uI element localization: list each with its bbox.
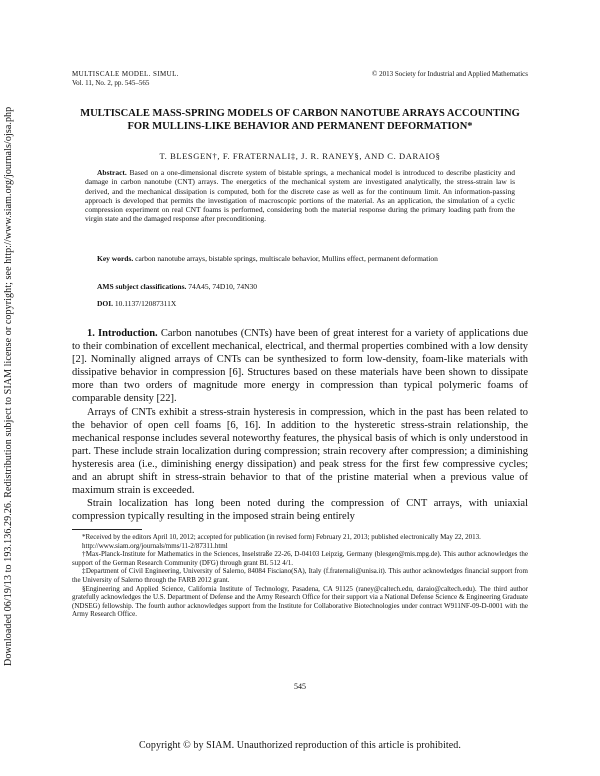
footnote-link[interactable]: http://www.siam.org/journals/mms/11-2/87311.html xyxy=(82,541,228,550)
footnotes xyxy=(72,533,528,619)
footnote-rule xyxy=(72,529,142,530)
paragraph xyxy=(72,327,528,406)
doi-label: DOI. xyxy=(97,299,114,308)
footnote: *Received by the editors April 10, 2012; accepted for publication (in revised form) February 21, 2013; published electronically May 22, 2013. xyxy=(82,533,481,541)
bottom-copyright-notice: Copyright © by SIAM. Unauthorized reproduction of this article is prohibited. xyxy=(139,740,461,751)
ams-text: 74A45, 74D10, 74N30 xyxy=(188,282,257,291)
footnote: †Max-Planck-Institute for Mathematics in the Sciences, Inselstraße 22-26, D-04103 Leipzig, Germany (blesgen@mis.mpg.de). This author acknowledges the support of the German Research Community (DFG) through grant BL 512 4/1. xyxy=(72,550,528,567)
abstract-label: Abstract. xyxy=(97,168,127,177)
introduction-section xyxy=(72,327,528,523)
section-heading: 1. Introduction. xyxy=(87,328,158,339)
download-notice: Downloaded 06/19/13 to 193.136.29.26. Redistribution subject to SIAM license or copyright; see http://www.siam.org/journals/ojsa.php xyxy=(3,106,14,666)
page-number: 545 xyxy=(294,682,306,691)
paragraph: Arrays of CNTs exhibit a stress-strain hysteresis in compression, which in the past has been related to the behavior of open cell foams [6, 16]. In addition to the hysteretic stress-strain relationship, the mechanical response includes several noteworthy features, the physical basis of which is only understood in part. These include strain localization during compression; strain recovery after compression; a diminishing hysteresis area (i.e., diminishing energy dissipation) and peak stress for the first few compressive cycles; and an abrupt shift in stress-strain behavior to that of the pristine material when a previous value of maximum strain is exceeded. xyxy=(72,406,528,497)
keywords-text: carbon nanotube arrays, bistable springs, multiscale behavior, Mullins effect, permanent deformation xyxy=(135,254,438,263)
volume-info: Vol. 11, No. 2, pp. 545–565 xyxy=(72,79,150,87)
doi xyxy=(85,299,515,308)
paragraph: Strain localization has long been noted during the compression of CNT arrays, with uniaxial compression typically resulting in the imposed strain being entirely xyxy=(72,498,528,523)
journal-name: MULTISCALE MODEL. SIMUL. xyxy=(72,70,179,78)
doi-text: 10.1137/12087311X xyxy=(114,299,177,308)
ams-classification xyxy=(85,282,515,291)
paragraph-text: Carbon nanotubes (CNTs) have been of great interest for a variety of applications due to their combination of excellent mechanical, electrical, and thermal properties combined with a low density [2]. Nominally aligned arrays of CNTs can be synthesized to form low-density, foam-like materials with dissipative behavior in compression [6]. Structures based on these materials have been shown to dissipate more than two orders of magnitude more energy in compression than typical polymeric foams of comparable density [22]. xyxy=(72,328,528,405)
paper-title: MULTISCALE MASS-SPRING MODELS OF CARBON NANOTUBE ARRAYS ACCOUNTING FOR MULLINS-LIKE BEHAVIOR AND PERMANENT DEFORMATION* xyxy=(80,108,520,132)
footnote: ‡Department of Civil Engineering, University of Salerno, 84084 Fisciano(SA), Italy (f.fraternali@unisa.it). This author acknowledges financial support from the University of Salerno through the FARB 2012 grant. xyxy=(72,567,528,584)
abstract-text: Based on a one-dimensional discrete system of bistable springs, a mechanical model is introduced to describe plasticity and damage in carbon nanotube (CNT) arrays. The energetics of the mechanical system are investigated analytically, the stress-strain law is derived, and the mechanical dissipation is computed, both for the discrete case as well as for the continuum limit. An information-passing approach is developed that permits the investigation of macroscopic portions of the material. As an application, the simulation of a cyclic compression experiment on real CNT foams is performed, considering both the material response during the primary loading path from the virgin state and the damaged response after preconditioning. xyxy=(85,168,516,224)
keywords-label: Key words. xyxy=(97,254,134,263)
copyright-line: © 2013 Society for Industrial and Applied Mathematics xyxy=(372,70,528,78)
footnote: §Engineering and Applied Science, California Institute of Technology, Pasadena, CA 91125 (raney@caltech.edu, daraio@caltech.edu). The third author gratefully acknowledges the U.S. Department of Defense and the Army Research Office for their support via a National Defense Science & Engineering Graduate (NDSEG) fellowship. The fourth author acknowledges support from the Institute for Collaborative Biotechnologies under contract W911NF-09-D-0001 with the Army Research Office. xyxy=(72,584,528,619)
ams-label: AMS subject classifications. xyxy=(97,282,187,291)
keywords xyxy=(85,254,515,263)
author-list: T. BLESGEN†, F. FRATERNALI‡, J. R. RANEY§, AND C. DARAIO§ xyxy=(159,151,441,161)
abstract xyxy=(85,168,515,224)
